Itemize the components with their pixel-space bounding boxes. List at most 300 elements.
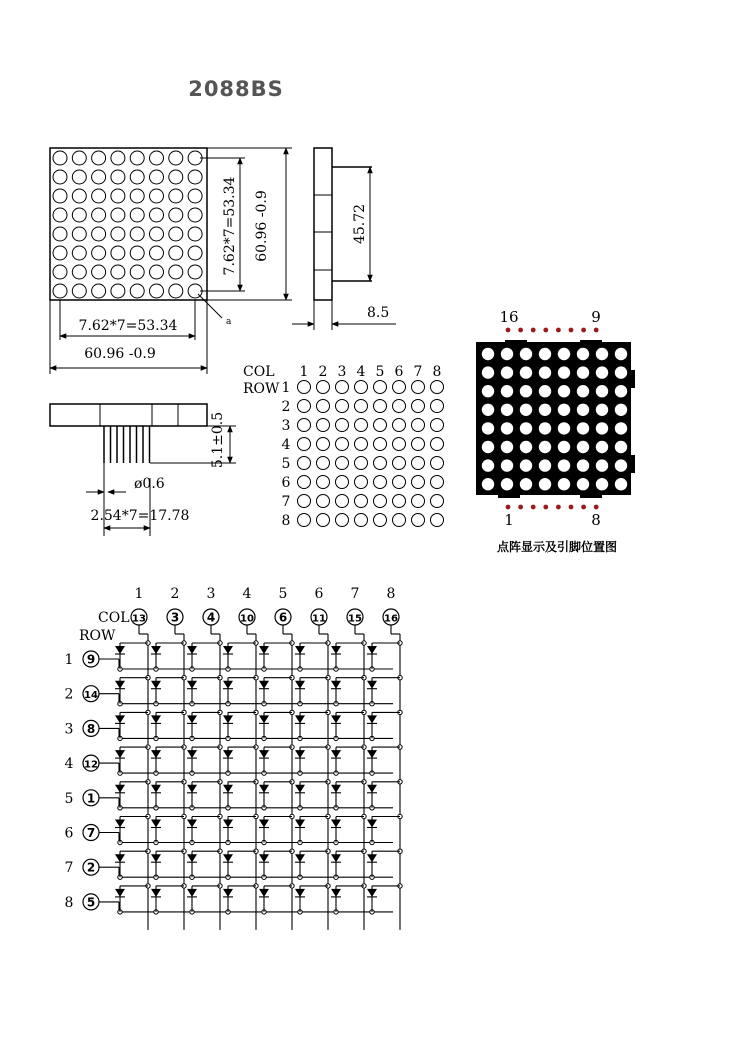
- grid-led-circle: [298, 400, 311, 413]
- matrix-led-dot: [615, 459, 627, 471]
- bottom-pin-dot: [543, 505, 548, 510]
- front-led-dot: [130, 246, 144, 260]
- matrix-led-dot: [501, 459, 513, 471]
- schematic-row-pin: 9: [86, 652, 96, 667]
- matrix-led-dot: [577, 385, 589, 397]
- top-pin-dot: [556, 328, 561, 333]
- bottom-pin-dot: [506, 505, 511, 510]
- front-led-dot: [72, 189, 86, 203]
- schematic-row-number: 8: [64, 894, 74, 911]
- schematic-wires: [99, 625, 402, 930]
- led-diode: [259, 854, 269, 862]
- matrix-led-dot: [501, 385, 513, 397]
- front-led-dot: [169, 151, 183, 165]
- front-led-dot: [169, 284, 183, 298]
- led-diode: [367, 854, 377, 862]
- bottom-pin-dot: [518, 505, 523, 510]
- front-led-dot: [72, 227, 86, 241]
- pin-diagram-caption: 点阵显示及引脚位置图: [496, 540, 618, 554]
- matrix-led-dot: [577, 478, 589, 490]
- led-diode: [331, 646, 341, 654]
- grid-led-circle: [393, 381, 406, 394]
- grid-led-circle: [393, 476, 406, 489]
- schematic-col-number: 7: [350, 586, 360, 602]
- schematic-row-number: 1: [64, 652, 74, 668]
- grid-led-circle: [412, 514, 425, 527]
- led-diode: [367, 785, 377, 793]
- matrix-led-dot: [539, 441, 551, 453]
- side-view: [292, 148, 396, 330]
- top-pin-dot: [543, 328, 548, 333]
- led-diode: [331, 715, 341, 723]
- matrix-led-dot: [520, 348, 532, 360]
- matrix-led-dot: [482, 459, 494, 471]
- matrix-led-dot: [615, 348, 627, 360]
- front-led-dot: [130, 170, 144, 184]
- matrix-led-dot: [596, 366, 608, 378]
- dim-depth: 8.5: [367, 305, 390, 321]
- led-diode: [151, 715, 161, 723]
- matrix-led-dot: [558, 385, 570, 397]
- grid-col-numbers: [300, 364, 442, 380]
- matrix-led-dot: [520, 366, 532, 378]
- led-diode: [151, 889, 161, 897]
- front-led-dot: [188, 208, 202, 222]
- matrix-led-dot: [558, 441, 570, 453]
- top-pin-dot: [581, 328, 586, 333]
- schematic-col-number: 3: [206, 586, 216, 602]
- front-led-dot: [130, 151, 144, 165]
- grid-row-number: 7: [281, 494, 291, 510]
- led-diode: [115, 715, 125, 723]
- front-led-dot: [92, 170, 106, 184]
- front-led-dot: [188, 246, 202, 260]
- top-pin-dot: [506, 328, 511, 333]
- led-diode: [115, 854, 125, 862]
- led-diode: [223, 820, 233, 828]
- schematic-column-headers: [131, 586, 399, 625]
- led-diode: [115, 681, 125, 689]
- front-led-dot: [72, 284, 86, 298]
- grid-led-circle: [317, 476, 330, 489]
- grid-led-circle: [298, 495, 311, 508]
- schematic-col-label: COL: [98, 610, 130, 626]
- grid-led-circle: [374, 438, 387, 451]
- led-diode: [259, 646, 269, 654]
- led-diode: [115, 889, 125, 897]
- front-led-dot: [150, 265, 164, 279]
- grid-led-circle: [317, 495, 330, 508]
- front-led-dot: [188, 170, 202, 184]
- grid-row-number: 8: [281, 513, 291, 529]
- led-diode: [151, 785, 161, 793]
- led-diode: [187, 785, 197, 793]
- grid-col-number: 3: [337, 364, 347, 380]
- grid-led-circle: [412, 476, 425, 489]
- bottom-view: [50, 404, 236, 536]
- schematic-col-number: 5: [278, 586, 288, 602]
- schematic-row-number: 2: [64, 686, 74, 703]
- led-diode: [187, 820, 197, 828]
- led-diode: [295, 785, 305, 793]
- schematic-row-number: 5: [64, 790, 74, 807]
- part-number-title: 2088BS: [188, 77, 284, 101]
- grid-led-circle: [393, 457, 406, 470]
- front-led-dot: [130, 284, 144, 298]
- led-diode: [151, 854, 161, 862]
- matrix-led-dot: [539, 478, 551, 490]
- matrix-led-dot: [539, 459, 551, 471]
- matrix-led-dot: [482, 385, 494, 397]
- grid-led-circle: [355, 514, 368, 527]
- schematic-col-pin: 16: [384, 613, 398, 625]
- led-diode: [295, 820, 305, 828]
- pin-position-diagram: [476, 308, 635, 554]
- led-diode: [115, 820, 125, 828]
- grid-led-circle: [431, 476, 444, 489]
- matrix-led-dot: [520, 459, 532, 471]
- grid-led-circle: [374, 381, 387, 394]
- front-led-dot: [111, 284, 125, 298]
- front-led-dot: [150, 189, 164, 203]
- matrix-led-dot: [558, 404, 570, 416]
- grid-col-label: COL: [243, 364, 275, 380]
- front-led-dot: [53, 208, 67, 222]
- led-diode: [367, 715, 377, 723]
- grid-led-circle: [336, 514, 349, 527]
- grid-led-circle: [393, 438, 406, 451]
- front-led-dot: [72, 151, 86, 165]
- front-led-dot: [92, 151, 106, 165]
- schematic-col-number: 8: [386, 586, 396, 602]
- matrix-led-dot: [482, 422, 494, 434]
- led-diode: [259, 889, 269, 897]
- led-diode: [259, 785, 269, 793]
- schematic-row-number: 4: [64, 756, 74, 773]
- matrix-led-dot: [539, 422, 551, 434]
- grid-row-number: 3: [281, 418, 291, 434]
- led-diode: [187, 681, 197, 689]
- grid-led-circle: [374, 457, 387, 470]
- front-led-dot: [72, 208, 86, 222]
- led-diode: [331, 889, 341, 897]
- schematic-col-number: 4: [242, 586, 252, 602]
- dim-pin-pitch: 2.54*7=17.78: [90, 508, 190, 524]
- top-pin-dot: [594, 328, 599, 333]
- grid-col-number: 1: [299, 364, 309, 380]
- schematic-row-number: 6: [64, 825, 74, 842]
- corner-mark: a: [226, 317, 232, 327]
- front-led-dot: [130, 227, 144, 241]
- schematic-col-pin: 6: [278, 610, 288, 625]
- front-led-dot: [53, 284, 67, 298]
- led-diode: [331, 681, 341, 689]
- front-led-dot: [150, 208, 164, 222]
- matrix-led-dot: [596, 441, 608, 453]
- led-diode: [151, 750, 161, 758]
- grid-led-circle: [336, 419, 349, 432]
- front-led-dot: [188, 265, 202, 279]
- grid-led-circle: [431, 419, 444, 432]
- front-led-dot: [92, 284, 106, 298]
- grid-led-circle: [393, 400, 406, 413]
- schematic-row-pin: 12: [84, 759, 98, 771]
- bottom-pin-dot: [594, 505, 599, 510]
- side-view-body: [314, 148, 332, 300]
- led-diode: [295, 889, 305, 897]
- led-diode: [367, 646, 377, 654]
- front-led-dot: [188, 227, 202, 241]
- matrix-led-dot: [501, 348, 513, 360]
- matrix-led-dot: [615, 366, 627, 378]
- grid-led-circle: [336, 381, 349, 394]
- grid-row-number: 6: [281, 475, 291, 491]
- matrix-led-dot: [615, 441, 627, 453]
- schematic-row-number: 7: [64, 860, 74, 877]
- grid-led-circle: [298, 514, 311, 527]
- led-diode: [151, 820, 161, 828]
- front-led-dot: [169, 227, 183, 241]
- led-diode: [115, 646, 125, 654]
- front-led-dot: [150, 227, 164, 241]
- grid-led-circle: [374, 514, 387, 527]
- grid-col-number: 2: [318, 364, 328, 380]
- grid-col-number: 4: [356, 364, 366, 380]
- led-diode: [331, 785, 341, 793]
- led-diode: [223, 889, 233, 897]
- front-led-dot: [169, 265, 183, 279]
- grid-led-circle: [317, 419, 330, 432]
- led-diode: [259, 750, 269, 758]
- led-diode: [223, 785, 233, 793]
- matrix-led-dot: [596, 404, 608, 416]
- front-led-dot: [169, 189, 183, 203]
- front-led-dot: [169, 170, 183, 184]
- top-pin-dots: [505, 328, 602, 344]
- led-diode: [187, 750, 197, 758]
- grid-row-number: 5: [281, 456, 291, 472]
- grid-led-circle: [298, 476, 311, 489]
- grid-row-numbers: [282, 380, 291, 529]
- matrix-led-dot: [501, 422, 513, 434]
- front-led-dot: [53, 170, 67, 184]
- led-diode: [223, 854, 233, 862]
- front-led-dot: [188, 189, 202, 203]
- matrix-led-dot: [482, 348, 494, 360]
- led-diode: [367, 889, 377, 897]
- grid-led-circle: [336, 438, 349, 451]
- grid-led-circle: [412, 381, 425, 394]
- led-diode: [259, 681, 269, 689]
- led-diode: [331, 750, 341, 758]
- led-diode: [115, 750, 125, 758]
- front-led-dot: [53, 265, 67, 279]
- matrix-led-dot: [577, 422, 589, 434]
- front-led-dot: [72, 170, 86, 184]
- grid-led-circle: [298, 381, 311, 394]
- grid-led-circle: [374, 495, 387, 508]
- front-led-dot: [111, 189, 125, 203]
- grid-led-circle: [355, 438, 368, 451]
- top-pin-dot: [569, 328, 574, 333]
- pin-label-8: 8: [591, 511, 601, 529]
- grid-led-circle: [431, 438, 444, 451]
- grid-led-circle: [431, 381, 444, 394]
- dim-height: 60.96 -0.9: [254, 190, 270, 262]
- front-led-dot: [111, 151, 125, 165]
- dim-pin-length: 5.1±0.5: [210, 411, 226, 469]
- front-led-dot: [150, 151, 164, 165]
- grid-col-number: 8: [432, 364, 442, 380]
- matrix-led-dot: [558, 478, 570, 490]
- grid-led-circle: [393, 419, 406, 432]
- schematic-row-pin: 8: [86, 721, 96, 736]
- led-diode: [331, 854, 341, 862]
- schematic-col-pin: 10: [240, 613, 254, 625]
- grid-row-number: 2: [281, 399, 291, 415]
- matrix-led-dot: [520, 404, 532, 416]
- schematic-col-pin: 13: [132, 613, 146, 625]
- matrix-led-dot: [615, 478, 627, 490]
- led-diode: [187, 715, 197, 723]
- schematic-col-pin: 15: [348, 613, 362, 625]
- led-diode: [295, 750, 305, 758]
- grid-row-number: 1: [281, 380, 291, 396]
- led-diode: [187, 854, 197, 862]
- led-diode: [223, 715, 233, 723]
- grid-led-circle: [317, 400, 330, 413]
- top-pin-dot: [518, 328, 523, 333]
- matrix-led-dot: [501, 478, 513, 490]
- grid-led-circle: [336, 476, 349, 489]
- schematic-row-pin: 14: [84, 690, 98, 702]
- grid-led-circle: [355, 381, 368, 394]
- bottom-pin-dot: [581, 505, 586, 510]
- grid-led-circle: [355, 419, 368, 432]
- top-pin-dot: [531, 328, 536, 333]
- schematic-col-pin: 4: [206, 610, 216, 625]
- pin-label-9: 9: [591, 308, 601, 326]
- front-led-dot: [169, 208, 183, 222]
- matrix-led-dot: [482, 478, 494, 490]
- dim-pitch-horizontal: 7.62*7=53.34: [78, 318, 178, 334]
- grid-row-label: ROW: [243, 381, 280, 397]
- front-led-dot: [111, 227, 125, 241]
- schematic-col-pin: 11: [312, 613, 326, 625]
- led-diode: [151, 681, 161, 689]
- grid-led-circle: [393, 495, 406, 508]
- matrix-led-dot: [558, 348, 570, 360]
- matrix-led-dot: [615, 404, 627, 416]
- grid-led-circle: [336, 400, 349, 413]
- front-led-dot: [111, 246, 125, 260]
- schematic-row-label: ROW: [79, 628, 116, 644]
- front-led-dot: [169, 246, 183, 260]
- front-led-dot: [111, 170, 125, 184]
- grid-led-circle: [298, 419, 311, 432]
- front-led-dot: [130, 208, 144, 222]
- grid-led-circle: [412, 419, 425, 432]
- matrix-led-dot: [539, 366, 551, 378]
- schematic-col-number: 6: [314, 586, 324, 602]
- pin-label-1: 1: [504, 511, 514, 529]
- grid-led-circle: [317, 514, 330, 527]
- schematic-col-pin: 3: [170, 610, 180, 625]
- grid-led-circle: [374, 419, 387, 432]
- matrix-led-dot: [482, 441, 494, 453]
- front-led-dot: [92, 227, 106, 241]
- schematic-row-number: 3: [64, 721, 74, 738]
- grid-led-circle: [317, 457, 330, 470]
- front-led-dot: [111, 265, 125, 279]
- grid-col-number: 6: [394, 364, 404, 380]
- matrix-led-dot: [596, 385, 608, 397]
- matrix-led-dot: [615, 422, 627, 434]
- matrix-led-dot: [539, 385, 551, 397]
- led-diode: [223, 750, 233, 758]
- front-led-dot: [53, 227, 67, 241]
- schematic-row-pin: 1: [86, 791, 96, 806]
- grid-led-circle: [431, 457, 444, 470]
- matrix-led-dot: [501, 404, 513, 416]
- led-diode: [115, 785, 125, 793]
- front-led-grid: [53, 151, 202, 298]
- led-diode: [295, 646, 305, 654]
- grid-led-circle: [374, 400, 387, 413]
- matrix-led-dot: [482, 366, 494, 378]
- schematic-col-number: 2: [170, 586, 180, 602]
- schematic-diodes: [115, 643, 400, 912]
- front-led-dot: [53, 189, 67, 203]
- led-diode: [295, 681, 305, 689]
- grid-led-circle: [355, 476, 368, 489]
- front-led-dot: [92, 265, 106, 279]
- bottom-pin-dots: [498, 494, 602, 509]
- grid-led-circle: [355, 457, 368, 470]
- front-led-dot: [150, 170, 164, 184]
- matrix-led-dot: [501, 441, 513, 453]
- front-led-dot: [150, 246, 164, 260]
- matrix-led-dot: [596, 478, 608, 490]
- grid-led-circle: [412, 495, 425, 508]
- grid-led-circle: [298, 438, 311, 451]
- grid-led-circle: [431, 514, 444, 527]
- led-position-grid: [243, 364, 444, 529]
- front-led-dot: [72, 246, 86, 260]
- led-matrix-schematic: [65, 586, 403, 930]
- matrix-led-dot: [520, 478, 532, 490]
- bottom-view-body: [50, 404, 207, 426]
- led-diode: [367, 750, 377, 758]
- matrix-led-dot: [558, 422, 570, 434]
- grid-led-circle: [355, 495, 368, 508]
- front-led-dot: [72, 265, 86, 279]
- front-led-dot: [53, 151, 67, 165]
- dim-width: 60.96 -0.9: [84, 346, 156, 362]
- grid-led-circle: [336, 457, 349, 470]
- matrix-body: [476, 342, 631, 495]
- grid-led-circle: [431, 495, 444, 508]
- led-diode: [187, 889, 197, 897]
- led-diode: [367, 681, 377, 689]
- matrix-led-dot: [539, 404, 551, 416]
- grid-led-circle: [412, 438, 425, 451]
- dim-pitch-vertical: 7.62*7=53.34: [222, 176, 238, 276]
- front-led-dot: [150, 284, 164, 298]
- matrix-led-dot: [501, 366, 513, 378]
- bottom-pin-dot: [569, 505, 574, 510]
- grid-led-circle: [317, 381, 330, 394]
